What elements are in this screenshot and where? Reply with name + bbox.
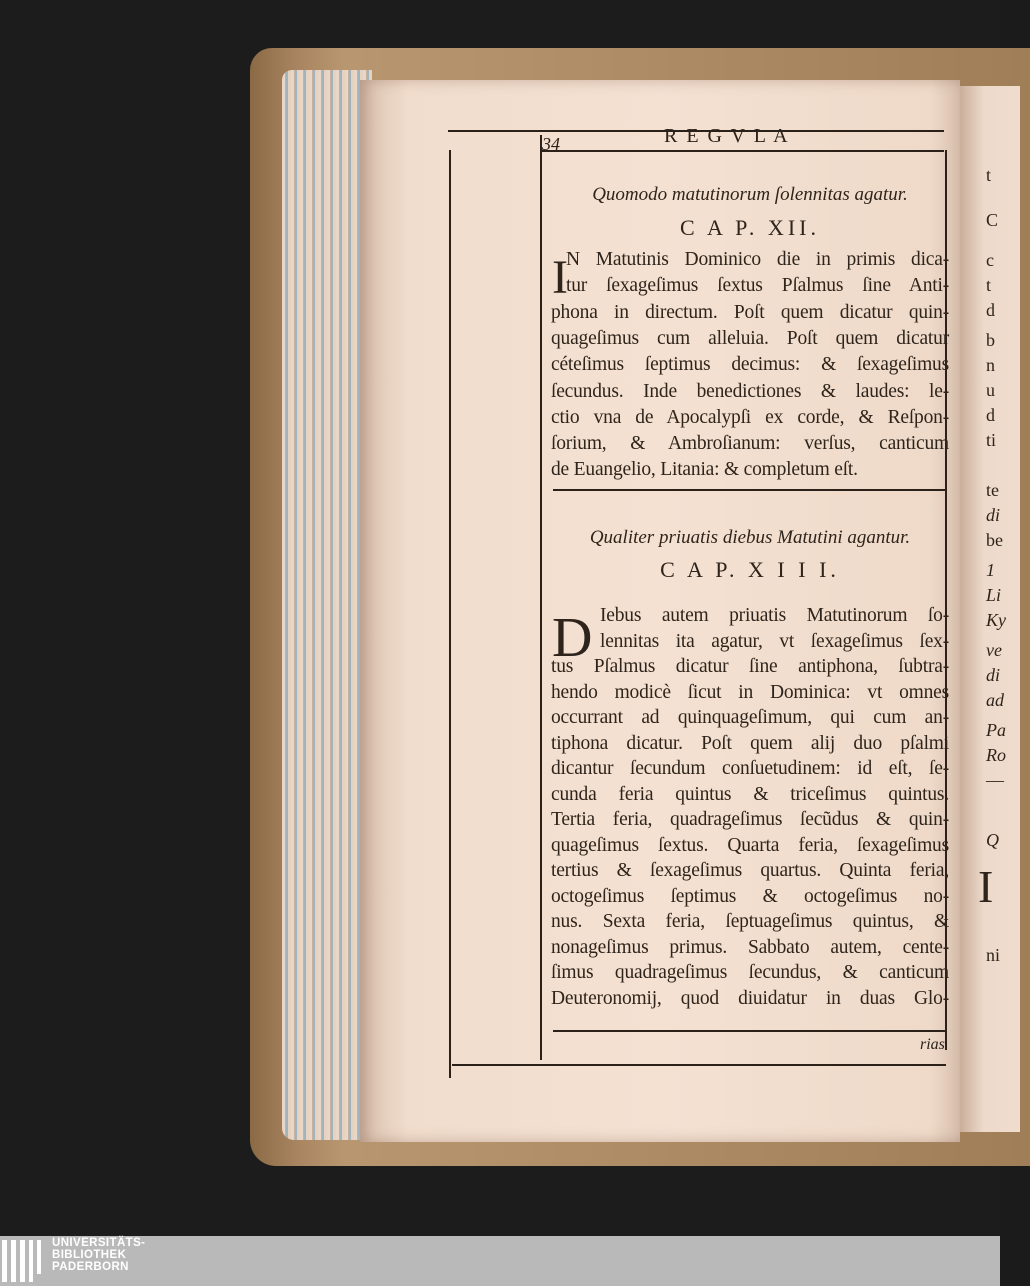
chapter-12-heading: Quomodo matutinorum ſolennitas agatur. [592,184,908,205]
facing-page-fragment: u [986,380,995,400]
logo-line-2: BIBLIOTHEK [52,1249,127,1261]
text-line: tus Pſalmus dicatur ſine antiphona, ſubtra- [551,656,949,677]
catchword: rias [920,1036,945,1053]
text-line: tiphona dicatur. Poſt quem alij duo pſalmi [551,732,949,754]
chapter-separator-rule [553,489,946,491]
facing-page-fragment: di [986,505,1001,525]
text-line: phona in directum. Poſt quem dicatur quin- [551,301,949,323]
facing-page-fragment: 1 [986,560,995,580]
chapter-12-number: C A P. XII. [680,215,820,240]
text-line: ſecundus. Inde benedictiones & laudes: le- [551,380,949,402]
facing-page-fragment: t [986,275,992,295]
facing-page-fragment: ni [986,945,1001,965]
facing-page-fragment: be [986,530,1003,550]
text-line: cunda feria quintus & triceſimus quintus. [551,783,949,805]
running-head: R E G V L A [664,125,790,147]
facing-page-edge [960,86,1020,1132]
page-number: 34 [542,134,560,154]
facing-page-fragment: Ky [986,610,1006,630]
text-line: N Matutinis Dominico die in primis dica- [566,249,949,270]
facing-page-fragment: Q [986,830,999,850]
text-line: Iebus autem priuatis Matutinorum ſo- [600,605,949,626]
chapter-12-dropcap: I [552,251,568,304]
facing-page-fragment: ve [986,640,1002,660]
chapter-13-number: C A P. X I I I. [660,557,840,582]
library-logo-text [52,1237,145,1273]
library-logo-icon [2,1240,46,1282]
bottom-outer-rule [452,1064,946,1066]
facing-page-fragment: Pa [986,720,1006,740]
facing-page-fragment: n [986,355,995,375]
facing-page-fragment: I [978,861,994,912]
text-line: quageſimus cum alleluia. Poſt quem dicatur [551,327,949,349]
logo-line-3: PADERBORN [52,1261,129,1273]
page-edges [282,70,372,1140]
text-line: tertius & ſexageſimus quartus. Quinta feria, [551,860,949,881]
header-underline [540,150,944,152]
text-line: dicantur ſecundum conſuetudinem: id eſt, ſe- [551,758,949,779]
facing-page-fragment: Li [986,585,1002,605]
text-line: ſimus quadrageſimus ſecundus, & canticum [551,962,949,983]
facing-page-fragment: d [986,300,995,320]
logo-line-1: UNIVERSITÄTS- [52,1237,146,1249]
text-line: tur ſexageſimus ſextus Pſalmus ſine Anti- [566,275,949,297]
text-line: nus. Sexta feria, ſeptuageſimus quintus, & [551,911,949,932]
text-line: Tertia feria, quadrageſimus ſecũdus & quin- [551,809,949,830]
facing-page-fragment: di [986,665,1001,685]
facing-page-fragment: d [986,405,995,425]
text-line: hendo modicè ſicut in Dominica: vt omnes [551,681,949,703]
text-line: lennitas ita agatur, vt ſexageſimus ſex- [600,630,949,652]
facing-page-fragment: b [986,330,995,350]
text-line: quageſimus ſextus. Quarta feria, ſexageſimus [551,834,949,856]
footer-bar [0,1236,1000,1286]
left-outer-rule [449,150,451,1078]
facing-page-fragment: Ro [986,745,1006,765]
text-line: occurrant ad quinquageſimum, qui cum an- [551,707,949,728]
text-line: ſorium, & Ambroſianum: verſus, canticum [551,433,949,455]
facing-page-fragment: C [986,210,999,230]
facing-page-fragment: — [986,770,1004,790]
chapter-13-heading: Qualiter priuatis diebus Matutini agantur. [589,527,911,548]
text-line: de Euangelio, Litania: & completum eſt. [551,459,858,481]
facing-page-fragment: ti [986,430,997,450]
text-line: Deuteronomij, quod diuidatur in duas Glo- [551,987,949,1009]
text-line: céteſimus ſeptimus decimus: & ſexageſimus [551,354,949,376]
facing-page-fragment: te [986,480,999,500]
text-line: ctio vna de Apocalypſi ex corde, & Reſpon- [551,406,949,428]
chapter-13-dropcap: D [552,607,593,669]
facing-page-fragment: ad [986,690,1004,710]
text-line: nonageſimus primus. Sabbato autem, cente- [551,936,949,958]
facing-page-fragment: t [986,165,992,185]
facing-page-fragment: c [986,250,994,270]
text-line: octogeſimus ſeptimus & octogeſimus no- [551,885,949,907]
inner-column-rule [540,135,542,1060]
bottom-rule [553,1030,945,1032]
